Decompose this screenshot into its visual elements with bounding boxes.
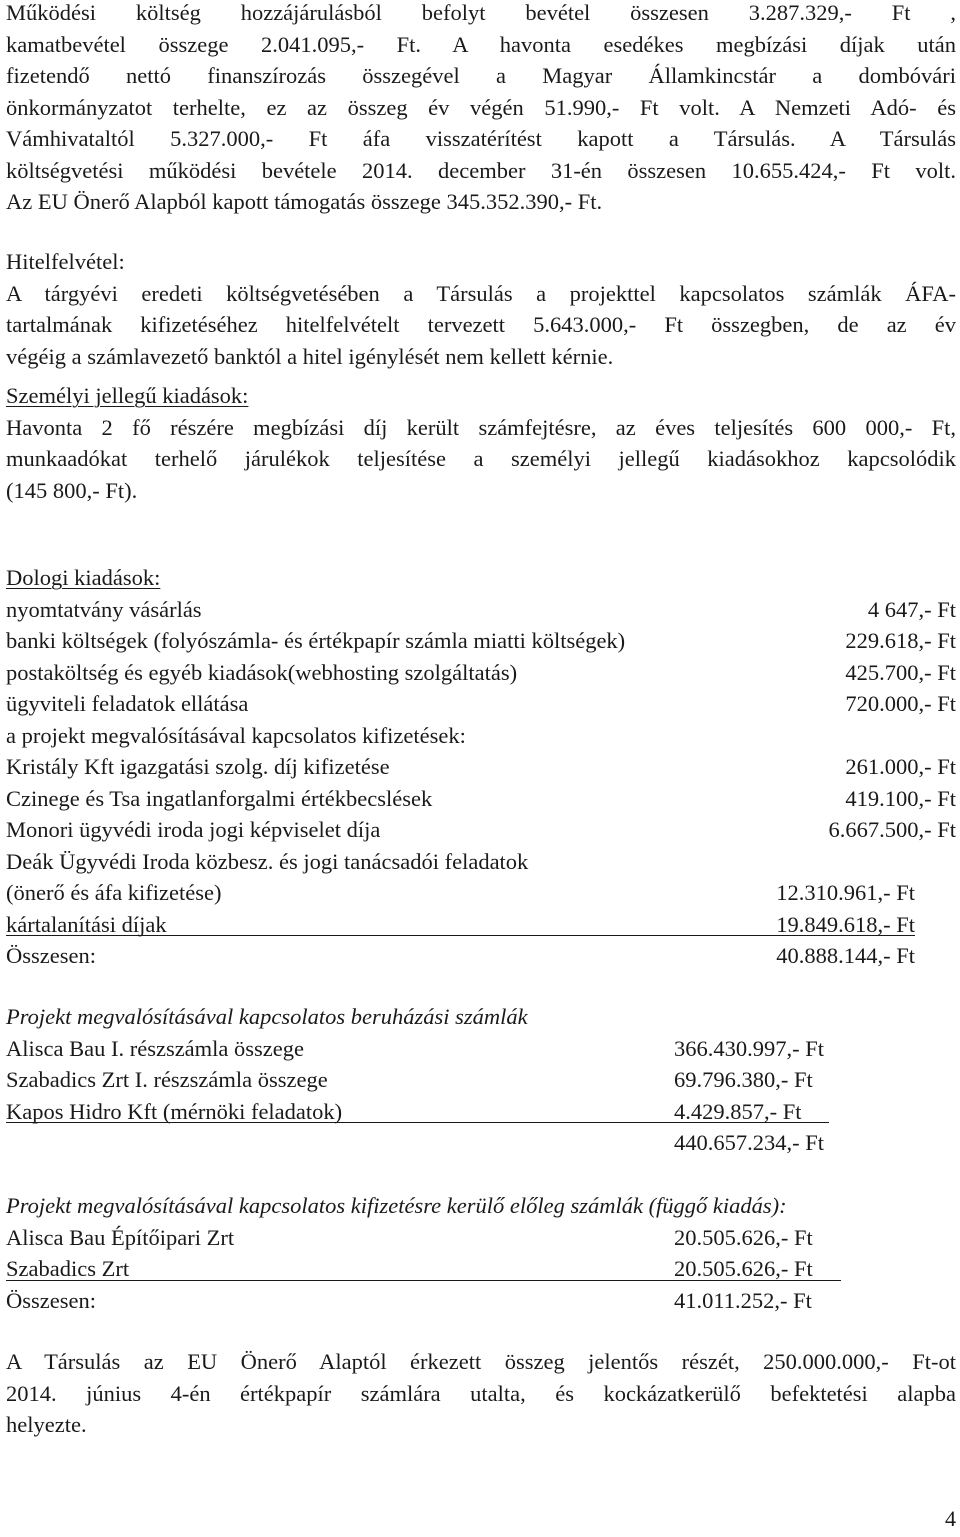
expense-row	[6, 814, 956, 846]
total-label: Összesen:	[6, 943, 96, 968]
eloleg-heading-row	[6, 1190, 956, 1222]
advance-amount: 20.505.626,- Ft	[674, 1256, 813, 1281]
expense-label: Kristály Kft igazgatási szolg. díj kifizetése	[6, 754, 390, 779]
szemelyi-line: munkaadókat terhelő járulékok teljesítése a személyi jellegű kiadásokhoz kapcsolódik	[6, 446, 956, 471]
expense-amount: 4 647,- Ft	[867, 596, 956, 622]
invoice-row	[6, 1064, 956, 1096]
total-amount: 40.888.144,- Ft	[776, 943, 915, 968]
underline-divider	[6, 1280, 841, 1281]
expense-label: (önerő és áfa kifizetése)	[6, 880, 222, 905]
hitel-line: A tárgyévi eredeti költségvetésében a Társulás a projekttel kapcsolatos számlák ÁFA-	[6, 280, 956, 306]
closing-line: helyezte.	[6, 1412, 87, 1437]
invoice-label: Szabadics Zrt I. részszámla összege	[6, 1067, 328, 1092]
expense-amount: 19.849.618,- Ft	[776, 911, 915, 937]
advance-total-row	[6, 1285, 956, 1317]
expense-row	[6, 751, 956, 783]
invoice-row	[6, 1096, 829, 1128]
expense-amount: 261.000,- Ft	[845, 754, 956, 779]
hitel-line: végéig a számlavezető banktól a hitel igénylését nem kellett kérnie.	[6, 343, 614, 369]
underline-divider	[6, 935, 915, 936]
expense-subrow	[6, 877, 956, 909]
closing-line: 2014. június 4-én értékpapír számlára utalta, és kockázatkerülő befektetési alapba	[6, 1380, 956, 1406]
intro-paragraph	[6, 0, 956, 218]
invoice-amount: 69.796.380,- Ft	[674, 1067, 813, 1092]
expense-amount: 229.618,- Ft	[845, 628, 956, 653]
hitel-heading: Hitelfelvétel:	[6, 249, 125, 274]
dologi-heading: Dologi kiadások:	[6, 565, 161, 590]
underline-divider	[6, 1122, 829, 1123]
expense-label: kártalanítási díjak	[6, 911, 167, 937]
expense-total-row	[6, 940, 956, 972]
page-number: 4	[945, 1506, 956, 1531]
expense-label: ügyviteli feladatok ellátása	[6, 691, 249, 716]
invoice-total-row	[6, 1127, 956, 1159]
expense-row	[6, 688, 956, 720]
intro-line: költségvetési működési bevétele 2014. december 31-én összesen 10.655.424,- Ft volt.	[6, 157, 956, 183]
eloleg-section	[6, 1190, 956, 1316]
expense-label: banki költségek (folyószámla- és értékpapír számla miatti költségek)	[6, 628, 626, 653]
expense-row	[6, 846, 956, 878]
intro-line: önkormányzatot terhelte, ez az összeg év végén 51.990,- Ft volt. A Nemzeti Adó- és	[6, 94, 956, 120]
invoice-total-amount: 440.657.234,- Ft	[674, 1130, 825, 1155]
szemelyi-heading-text: Személyi jellegű kiadások:	[6, 383, 249, 408]
intro-line: Működési költség hozzájárulásból befolyt bevétel összesen 3.287.329,- Ft ,	[6, 0, 956, 25]
dologi-heading-row	[6, 562, 956, 594]
expense-label: Deák Ügyvédi Iroda közbesz. és jogi tanácsadói feladatok	[6, 848, 529, 874]
expense-row	[6, 625, 956, 657]
expense-label: postaköltség és egyéb kiadások(webhosting szolgáltatás)	[6, 659, 518, 685]
expense-amount: 425.700,- Ft	[845, 659, 956, 685]
advance-label: Alisca Bau Építőipari Zrt	[6, 1224, 235, 1250]
beruhazasi-section	[6, 1001, 956, 1159]
invoice-amount: 4.429.857,- Ft	[674, 1098, 802, 1124]
szemelyi-heading	[6, 380, 956, 412]
expense-row	[6, 594, 956, 626]
invoice-label: Kapos Hidro Kft (mérnöki feladatok)	[6, 1098, 343, 1124]
expense-row	[6, 783, 956, 815]
szemelyi-section	[6, 380, 956, 506]
expense-subrow	[6, 909, 915, 941]
expense-label: Czinege és Tsa ingatlanforgalmi értékbecslések	[6, 785, 433, 811]
intro-line: Az EU Önerő Alapból kapott támogatás összege 345.352.390,- Ft.	[6, 189, 603, 214]
advance-total-amount: 41.011.252,- Ft	[674, 1287, 812, 1313]
advance-total-label: Összesen:	[6, 1287, 96, 1313]
dologi-section	[6, 562, 956, 972]
hitel-section	[6, 246, 956, 372]
expense-amount: 419.100,- Ft	[845, 785, 956, 811]
intro-line: kamatbevétel összege 2.041.095,- Ft. A havonta esedékes megbízási díjak után	[6, 31, 956, 57]
advance-row	[6, 1253, 841, 1285]
szemelyi-line: (145 800,- Ft).	[6, 477, 138, 503]
closing-paragraph	[6, 1346, 956, 1441]
expense-row	[6, 720, 956, 752]
expense-amount: 12.310.961,- Ft	[776, 880, 915, 905]
invoice-amount: 366.430.997,- Ft	[674, 1035, 825, 1061]
advance-row	[6, 1222, 956, 1254]
expense-row	[6, 657, 956, 689]
hitel-line: tartalmának kifizetéséhez hitelfelvételt tervezett 5.643.000,- Ft összegben, de az év	[6, 312, 956, 337]
beruhazasi-heading: Projekt megvalósításával kapcsolatos beruházási számlák	[6, 1004, 528, 1029]
expense-label: nyomtatvány vásárlás	[6, 596, 202, 622]
intro-line: fizetendő nettó finanszírozás összegével a Magyar Államkincstár a dombóvári	[6, 63, 956, 88]
expense-amount: 720.000,- Ft	[845, 691, 956, 716]
advance-amount: 20.505.626,- Ft	[674, 1224, 813, 1250]
beruhazasi-heading-row	[6, 1001, 956, 1033]
intro-line: Vámhivataltól 5.327.000,- Ft áfa visszatérítést kapott a Társulás. A Társulás	[6, 126, 956, 151]
eloleg-heading: Projekt megvalósításával kapcsolatos kifizetésre kerülő előleg számlák (függő kiadás):	[6, 1193, 787, 1218]
invoice-label: Alisca Bau I. részszámla összege	[6, 1035, 305, 1061]
expense-amount: 6.667.500,- Ft	[828, 817, 956, 842]
expense-label: a projekt megvalósításával kapcsolatos kifizetések:	[6, 722, 466, 748]
advance-label: Szabadics Zrt	[6, 1256, 130, 1281]
szemelyi-line: Havonta 2 fő részére megbízási díj került számfejtésre, az éves teljesítés 600 000,- Ft,	[6, 414, 956, 440]
closing-line: A Társulás az EU Önerő Alaptól érkezett összeg jelentős részét, 250.000.000,- Ft-ot	[6, 1349, 956, 1374]
invoice-row	[6, 1033, 956, 1065]
expense-label: Monori ügyvédi iroda jogi képviselet díja	[6, 817, 381, 842]
